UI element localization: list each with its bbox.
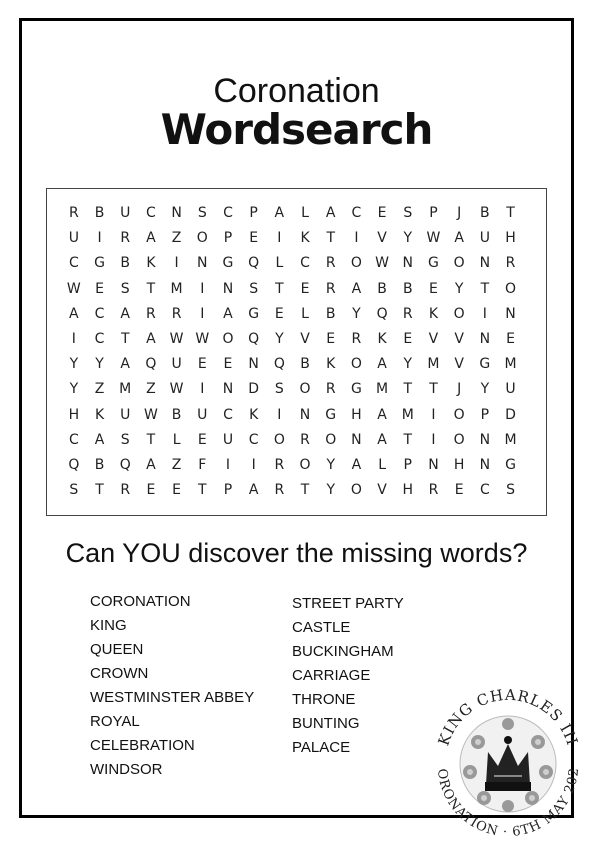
grid-letter: C <box>479 482 490 499</box>
title-line-1: Coronation <box>213 72 380 110</box>
grid-letter: I <box>431 406 436 423</box>
grid-letter: B <box>402 280 413 297</box>
grid-letter: P <box>403 456 412 473</box>
grid-letter: P <box>249 205 258 221</box>
grid-letter: D <box>248 381 260 398</box>
grid-letter: A <box>146 230 156 247</box>
word-list-item: CORONATION <box>90 593 191 610</box>
word-list-item: QUEEN <box>90 641 144 658</box>
grid-letter: L <box>378 456 386 473</box>
grid-letter: N <box>402 255 414 272</box>
grid-letter: A <box>377 356 387 373</box>
grid-letter: M <box>401 406 414 423</box>
grid-letter: E <box>454 482 464 499</box>
grid-letter: I <box>354 230 359 247</box>
grid-letter: T <box>146 431 156 448</box>
grid-letter: N <box>222 381 234 398</box>
grid-letter: W <box>426 230 441 247</box>
grid-letter: R <box>68 205 79 221</box>
grid-letter: A <box>454 230 464 247</box>
grid-letter: N <box>351 431 362 448</box>
word-list-item: STREET PARTY <box>292 595 404 612</box>
grid-letter: U <box>505 381 516 398</box>
grid-letter: T <box>198 482 207 499</box>
grid-letter: Z <box>171 456 182 473</box>
grid-letter: Q <box>273 356 285 373</box>
grid-letter: A <box>146 330 156 347</box>
grid-letter: P <box>480 406 490 423</box>
grid-letter: I <box>200 305 205 322</box>
grid-letter: K <box>428 305 439 322</box>
grid-letter: W <box>143 406 158 423</box>
grid-letter: N <box>479 431 491 448</box>
grid-letter: R <box>428 482 439 499</box>
grid-letter: Y <box>95 356 104 373</box>
grid-letter: C <box>94 305 105 322</box>
grid-letter: O <box>350 255 362 272</box>
grid-letter: R <box>351 330 362 347</box>
grid-letter: S <box>120 280 130 297</box>
grid-letter: A <box>69 305 79 322</box>
grid-letter: W <box>195 330 210 347</box>
grid-letter: K <box>300 230 310 247</box>
grid-letter: V <box>454 356 464 373</box>
grid-letter: N <box>428 456 439 473</box>
grid-letter: U <box>479 230 490 247</box>
grid-letter: R <box>505 255 516 272</box>
grid-letter: I <box>174 255 179 272</box>
grid-letter: Y <box>454 280 464 297</box>
grid-letter: N <box>299 406 311 423</box>
grid-letter: T <box>403 431 413 448</box>
grid-letter: B <box>120 255 131 272</box>
grid-letter: A <box>94 431 105 448</box>
grid-letter: R <box>402 305 413 322</box>
grid-letter: R <box>274 456 285 473</box>
grid-letter: T <box>326 230 335 247</box>
grid-letter: K <box>146 255 156 272</box>
grid-letter: Y <box>352 305 361 322</box>
grid-letter: P <box>223 230 233 247</box>
word-list-item: THRONE <box>292 691 356 708</box>
word-list-item: PALACE <box>292 739 351 756</box>
grid-letter: O <box>453 255 465 272</box>
grid-letter: O <box>273 431 285 448</box>
grid-letter: H <box>453 456 465 473</box>
grid-letter: T <box>95 482 104 499</box>
grid-letter: I <box>482 305 487 322</box>
grid-letter: M <box>119 381 132 398</box>
word-list-item: KING <box>90 617 127 634</box>
word-list-column-1 <box>90 590 254 782</box>
grid-letter: U <box>197 406 208 423</box>
grid-letter: K <box>326 356 336 373</box>
grid-letter: E <box>326 330 336 347</box>
grid-letter: L <box>275 255 284 272</box>
grid-letter: T <box>120 330 130 347</box>
grid-letter: J <box>457 205 462 221</box>
grid-letter: E <box>249 230 259 247</box>
grid-letter: S <box>249 280 259 297</box>
grid-letter: L <box>301 205 309 221</box>
grid-letter: S <box>69 482 79 499</box>
grid-letter: T <box>146 280 156 297</box>
grid-letter: A <box>351 456 362 473</box>
grid-letter: Y <box>403 356 413 373</box>
grid-letter: E <box>403 330 413 347</box>
grid-letter: I <box>225 456 231 473</box>
grid-letter: B <box>300 356 310 373</box>
grid-letter: C <box>300 255 310 272</box>
grid-letter: T <box>506 205 515 221</box>
grid-letter: E <box>300 280 310 297</box>
grid-letter: S <box>197 205 207 221</box>
grid-letter: A <box>377 406 387 423</box>
grid-letter: O <box>222 330 234 347</box>
grid-letter: H <box>351 406 362 423</box>
word-list-item: ROYAL <box>90 713 140 730</box>
grid-letter: C <box>68 431 79 448</box>
grid-letter: V <box>300 330 310 347</box>
grid-letter: T <box>275 280 284 297</box>
grid-letter: G <box>479 356 491 373</box>
word-list-item: BUNTING <box>292 715 360 732</box>
grid-letter: E <box>197 356 207 373</box>
grid-letter: O <box>299 381 311 398</box>
grid-letter: I <box>431 431 436 448</box>
grid-letter: B <box>171 406 182 423</box>
grid-letter: P <box>223 482 233 499</box>
grid-letter: F <box>198 456 207 473</box>
grid-letter: E <box>223 356 233 373</box>
grid-letter: C <box>146 205 156 221</box>
grid-letter: N <box>171 205 182 221</box>
coronation-emblem-icon <box>426 680 590 838</box>
grid-letter: B <box>325 305 336 322</box>
grid-letter: T <box>480 280 490 297</box>
grid-letter: G <box>248 305 260 322</box>
grid-letter: L <box>301 305 309 322</box>
grid-letter: G <box>350 381 362 398</box>
grid-letter: R <box>325 381 336 398</box>
grid-letter: A <box>146 456 156 473</box>
word-list-item: CROWN <box>90 665 149 682</box>
grid-letter: O <box>350 356 362 373</box>
grid-letter: N <box>479 330 491 347</box>
grid-letter: K <box>377 330 387 347</box>
grid-letter: H <box>68 406 80 423</box>
grid-letter: S <box>403 205 413 221</box>
grid-letter: G <box>505 456 516 473</box>
grid-letter: S <box>274 381 284 398</box>
grid-letter: E <box>429 280 438 297</box>
grid-letter: K <box>94 406 105 423</box>
grid-letter: I <box>200 381 205 398</box>
word-list-item: CELEBRATION <box>90 737 195 754</box>
grid-letter: R <box>325 255 336 272</box>
grid-letter: S <box>120 431 130 448</box>
grid-letter: C <box>223 406 233 423</box>
grid-letter: I <box>97 230 102 247</box>
grid-letter: A <box>223 305 233 322</box>
grid-letter: H <box>402 482 414 499</box>
grid-letter: O <box>299 456 311 473</box>
word-list-item: WESTMINSTER ABBEY <box>90 689 255 706</box>
grid-letter: C <box>248 431 259 448</box>
grid-letter: Y <box>326 482 335 499</box>
grid-letter: A <box>351 280 362 297</box>
grid-letter: D <box>505 406 516 423</box>
grid-letter: O <box>325 431 337 448</box>
grid-letter: V <box>454 330 464 347</box>
grid-letter: E <box>377 205 387 221</box>
grid-letter: Y <box>480 381 490 398</box>
grid-letter: A <box>120 305 130 322</box>
grid-letter: N <box>479 456 491 473</box>
grid-letter: A <box>377 431 387 448</box>
grid-letter: Q <box>376 305 388 322</box>
grid-letter: Y <box>326 456 335 473</box>
grid-letter: E <box>274 305 284 322</box>
grid-letter: N <box>479 255 491 272</box>
grid-letter: E <box>95 280 104 297</box>
grid-letter: M <box>170 280 183 297</box>
grid-letter: B <box>480 205 490 221</box>
grid-letter: Q <box>145 356 157 373</box>
grid-letter: K <box>249 406 259 423</box>
word-list-column-2 <box>292 592 404 760</box>
grid-letter: R <box>274 482 285 499</box>
word-list-item: WINDSOR <box>90 761 163 778</box>
grid-letter: B <box>94 205 105 221</box>
emblem-top-text: KING CHARLES III <box>434 685 582 748</box>
grid-letter: B <box>94 456 105 473</box>
grid-letter: O <box>350 482 362 499</box>
grid-letter: Q <box>248 330 260 347</box>
grid-letter: U <box>68 230 79 247</box>
grid-letter: Z <box>171 230 182 247</box>
grid-letter: W <box>169 330 184 347</box>
grid-letter: I <box>277 230 282 247</box>
grid-letter: M <box>504 431 517 448</box>
grid-letter: U <box>120 406 131 423</box>
emblem-bottom-text: ORONATION · 6TH MAY 202 <box>433 766 583 838</box>
grid-letter: I <box>251 456 256 473</box>
grid-letter: V <box>377 482 387 499</box>
grid-letter: V <box>377 230 387 247</box>
grid-letter: W <box>375 255 390 272</box>
grid-letter: W <box>66 280 81 297</box>
word-list-item: CASTLE <box>292 619 351 636</box>
grid-letter: N <box>197 255 208 272</box>
grid-letter: E <box>172 482 182 499</box>
grid-letter: Q <box>68 456 80 473</box>
grid-letter: R <box>120 230 131 247</box>
grid-letter: T <box>403 381 413 398</box>
grid-letter: L <box>172 431 181 448</box>
grid-letter: C <box>68 255 79 272</box>
grid-letter: C <box>94 330 105 347</box>
prompt-text: Can YOU discover the missing words? <box>65 538 528 568</box>
grid-letter: N <box>248 356 259 373</box>
grid-letter: M <box>504 356 517 373</box>
grid-letter: N <box>222 280 234 297</box>
grid-letter: Z <box>146 381 156 398</box>
grid-letter: R <box>146 305 156 322</box>
grid-letter: Q <box>248 255 260 272</box>
grid-letter: C <box>223 205 233 221</box>
grid-letter: C <box>351 205 362 221</box>
grid-letter: S <box>506 482 515 499</box>
grid-letter: Y <box>275 330 284 347</box>
grid-letter: Y <box>403 230 413 247</box>
word-list-item: BUCKINGHAM <box>292 643 394 660</box>
grid-letter: W <box>169 381 184 398</box>
grid-letter: A <box>325 205 336 221</box>
grid-letter: O <box>196 230 208 247</box>
grid-letter: I <box>200 280 205 297</box>
grid-letter: Q <box>119 456 131 473</box>
grid-letter: T <box>429 381 438 398</box>
grid-letter: O <box>453 406 465 423</box>
grid-letter: E <box>197 431 207 448</box>
grid-letter: A <box>120 356 130 373</box>
grid-letter: O <box>453 431 465 448</box>
grid-letter: M <box>427 356 440 373</box>
grid-letter: O <box>453 305 465 322</box>
grid-letter: A <box>248 482 259 499</box>
grid-letter: G <box>222 255 234 272</box>
grid-letter: I <box>277 406 282 423</box>
grid-letter: Z <box>94 381 105 398</box>
grid-letter: G <box>325 406 337 423</box>
word-list-item: CARRIAGE <box>292 667 371 684</box>
grid-letter: P <box>429 205 438 221</box>
grid-letter: G <box>428 255 439 272</box>
grid-letter: G <box>94 255 105 272</box>
grid-letter: R <box>120 482 131 499</box>
grid-letter: I <box>71 330 76 347</box>
grid-letter: J <box>457 381 462 398</box>
coronation-emblem <box>426 680 590 838</box>
grid-letter: U <box>222 431 234 448</box>
grid-letter: N <box>505 305 516 322</box>
wordsearch-grid-box <box>46 188 547 516</box>
grid-letter: T <box>300 482 310 499</box>
grid-letter: V <box>428 330 439 347</box>
grid-letter: M <box>376 381 389 398</box>
grid-letter: Y <box>69 381 79 398</box>
grid-letter: B <box>377 280 387 297</box>
grid-letter: A <box>274 205 285 221</box>
grid-letter: R <box>300 431 310 448</box>
grid-letter: U <box>171 356 182 373</box>
grid-letter: H <box>505 230 516 247</box>
grid-letter: E <box>146 482 156 499</box>
grid-letter: U <box>120 205 131 221</box>
grid-letter: R <box>171 305 182 322</box>
grid-letter: Y <box>69 356 79 373</box>
grid-letter: O <box>505 280 517 297</box>
grid-letter: E <box>506 330 515 347</box>
title-line-2: Wordsearch <box>160 105 433 154</box>
wordsearch-grid <box>61 201 523 503</box>
grid-letter: R <box>325 280 336 297</box>
